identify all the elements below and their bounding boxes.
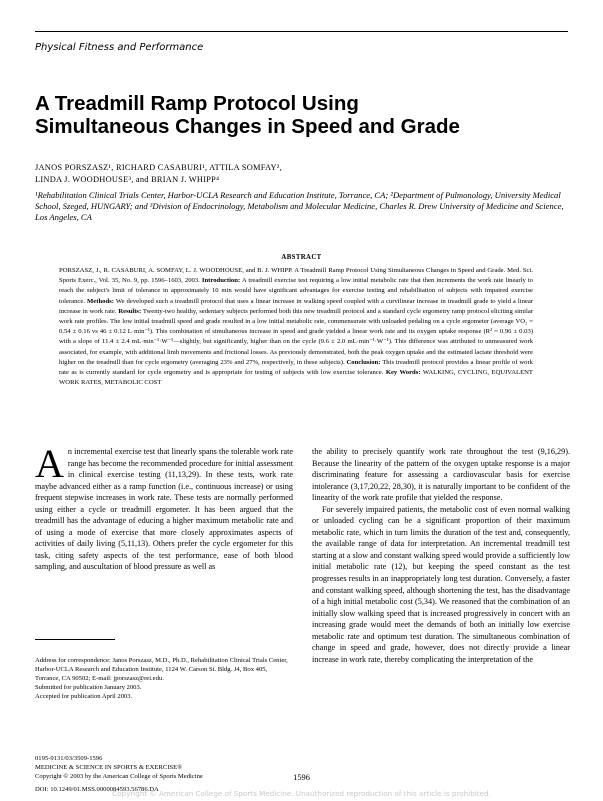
conclusion-text: This treadmill protocol provides a linear profile of work rate as is currently standard for cycle ergometry and is appropriate for testing of subjects with low exercise tolerance. bbox=[59, 358, 533, 377]
authors-line-2: LINDA J. WOODHOUSE³, and BRIAN J. WHIPP⁴ bbox=[35, 174, 220, 184]
section-label: Physical Fitness and Performance bbox=[35, 42, 204, 53]
title-line-2: Simultaneous Changes in Speed and Grade bbox=[35, 115, 460, 138]
body-paragraph: the ability to precisely quantify work rate throughout the test (9,16,29). Because the linearity of the pattern of the oxygen uptake response is a major discriminating feature for assessing a cardiovascular basis for exercise intolerance (3,17,20,22, 28,30), it is naturally important to be confident of the linearity of the work rate profile that yielded the response. bbox=[312, 447, 570, 503]
conclusion-label: Conclusion: bbox=[346, 358, 381, 366]
submitted-note: Submitted for publication January 2003. bbox=[35, 683, 142, 691]
results-label: Results: bbox=[118, 307, 142, 315]
header-rule bbox=[35, 31, 568, 32]
drop-cap: A bbox=[35, 441, 64, 486]
copyright-line: Copyright © 2003 by the American College of Sports Medicine bbox=[35, 772, 203, 780]
title-line-1: A Treadmill Ramp Protocol Using bbox=[35, 92, 359, 115]
keywords-label: Key Words: bbox=[385, 369, 421, 377]
copyright-watermark: Copyright © American College of Sports Medicine. Unauthorized reproduction of this article is prohibited. bbox=[112, 789, 491, 798]
abstract-heading: ABSTRACT bbox=[281, 254, 322, 261]
abstract-citation: PORSZASZ, J., R. CASABURI, A. SOMFAY, L. J. WOODHOUSE, and B. J. WHIPP. A Treadmill Ramp Protocol Using Simultaneous Changes in Speed and Grade. Med. Sci. Sports Exerc., Vol. 35, No. 9, pp. 1596–1603, 2003. bbox=[59, 267, 533, 285]
affiliations: ¹Rehabilitation Clinical Trials Center, Harbor-UCLA Research and Education Institute, Torrance, CA; ²Department of Pulmonology, University Medical School, Szeged, HUNGARY; and ³Division of Endocrinology, Metabolism and Molecular Medicine, Charles R. Drew University of Medicine and Science, Los Angeles, CA bbox=[35, 190, 564, 222]
abstract-text bbox=[59, 266, 533, 388]
author-list bbox=[35, 162, 575, 185]
methods-label: Methods: bbox=[87, 297, 114, 305]
correspondence-note: Address for correspondence: Janos Porszasz, M.D., Ph.D., Rehabilitation Clinical Trials Center, Harbor-UCLA Research and Education Institute, 1124 W. Carson St. Bldg. J4, Box 405, Torrance, CA 90502; E-mail: jporszasz@rei.edu. bbox=[35, 657, 288, 682]
body-paragraph: For severely impaired patients, the metabolic cost of even normal walking or unloaded cycling can be a significant proportion of their maximum metabolic rate, which in turn limits the duration of the test and, consequently, the available range of data for interpretation. An incremental treadmill test starting at a slow and constant walking speed would provide a sufficiently low initial metabolic rate (12), but keeping the speed constant as the test progresses results in an inappropriately long test duration. Conversely, a faster and constant walking speed, although shortening the test, has the disadvantage of a high initial metabolic cost (5,34). We reasoned that the combination of an initially slow walking speed that is increased progressively in concert with an increasing grade would meet the demands of both an initially low exercise metabolic rate and optimum test duration. The simultaneous combination of change in speed and grade, however, does not directly provide a linear increase in work rate, thereby complicating the interpretation of the bbox=[312, 504, 570, 664]
issn: 0195-9131/03/3509-1596 bbox=[35, 755, 103, 762]
methods-text: We developed such a treadmill protocol that uses a linear increase in walking speed coupled with a curvilinear increase in treadmill grade to yield a linear increase in work rate. bbox=[59, 297, 533, 315]
body-column-left bbox=[35, 441, 293, 573]
authors-line-1: JANOS PORSZASZ¹, RICHARD CASABURI¹, ATTILA SOMFAY², bbox=[35, 163, 282, 172]
footnote-rule bbox=[35, 639, 115, 640]
keywords-text: WALKING, CYCLING, EQUIVALENT WORK RATES, METABOLIC COST bbox=[59, 369, 533, 387]
accepted-note: Accepted for publication April 2003. bbox=[35, 692, 133, 700]
intro-label: Introduction: bbox=[201, 277, 241, 285]
body-column-right bbox=[312, 446, 570, 665]
body-paragraph: n incremental exercise test that linearly spans the tolerable work rate range has become the recommended procedure for initial assessment in clinical exercise testing (11,13,29). In these tests, work rate maybe advanced either as a ramp function (i.e., continuous increase) or using frequent stepwise increases in work rate. These tests are normally performed using either a cycle or treadmill ergometer. It has been argued that the treadmill has the advantage of educing a higher maximum metabolic rate and of using a mode of exercise that more closely approximates aspects of activities of daily living (5,11,13). Others prefer the cycle ergometer for this task, citing safety aspects of the test performance, ease of both blood sampling, and auscultation of blood pressure as well as bbox=[35, 447, 293, 572]
article-title bbox=[35, 92, 575, 138]
intro-text: A treadmill exercise test requiring a low initial metabolic rate that then increments the work rate linearly to reach the subject's limit of tolerance in approximately 10 min would have significant advantages for exercise testing and rehabilitation of subjects with impaired exercise tolerance. bbox=[59, 277, 533, 305]
page-number: 1596 bbox=[293, 773, 310, 782]
doi: DOI: 10.1249/01.MSS.0000084593.56786.DA bbox=[35, 785, 159, 793]
journal-name: MEDICINE & SCIENCE IN SPORTS & EXERCISE® bbox=[35, 763, 183, 771]
footnotes bbox=[35, 657, 293, 702]
results-text: Twenty-two healthy, sedentary subjects performed both this new treadmill protocol and a standard cycle ergometry ramp protocol eliciting similar work rate profiles. The low initial treadmill speed and grade resulted in a low initial metabolic rate, commensurate with unloaded pedaling on a cycle ergometer (average VO₂ = 0.54 ± 0.16 vs 46 ± 0.12 L·min⁻¹). This combination of simultaneous increase in speed and grade yielded a linear work rate and its oxygen uptake response (R² = 0.96 ± 0.03) with a slope of 11.4 ± 2.4 mL·min⁻¹·W⁻¹—slightly, but significantly, higher than on the cycle (9.6 ± 2.0 mL·min⁻¹·W⁻¹). This difference was attributed to unmeasured work associated, for example, with additional limb movements and frictional losses. As previously demonstrated, both the peak oxygen uptake and the estimated lactate threshold were higher on the treadmill than for cycle ergometry (averaging 23% and 27%, respectively, in these subjects). bbox=[59, 307, 533, 366]
